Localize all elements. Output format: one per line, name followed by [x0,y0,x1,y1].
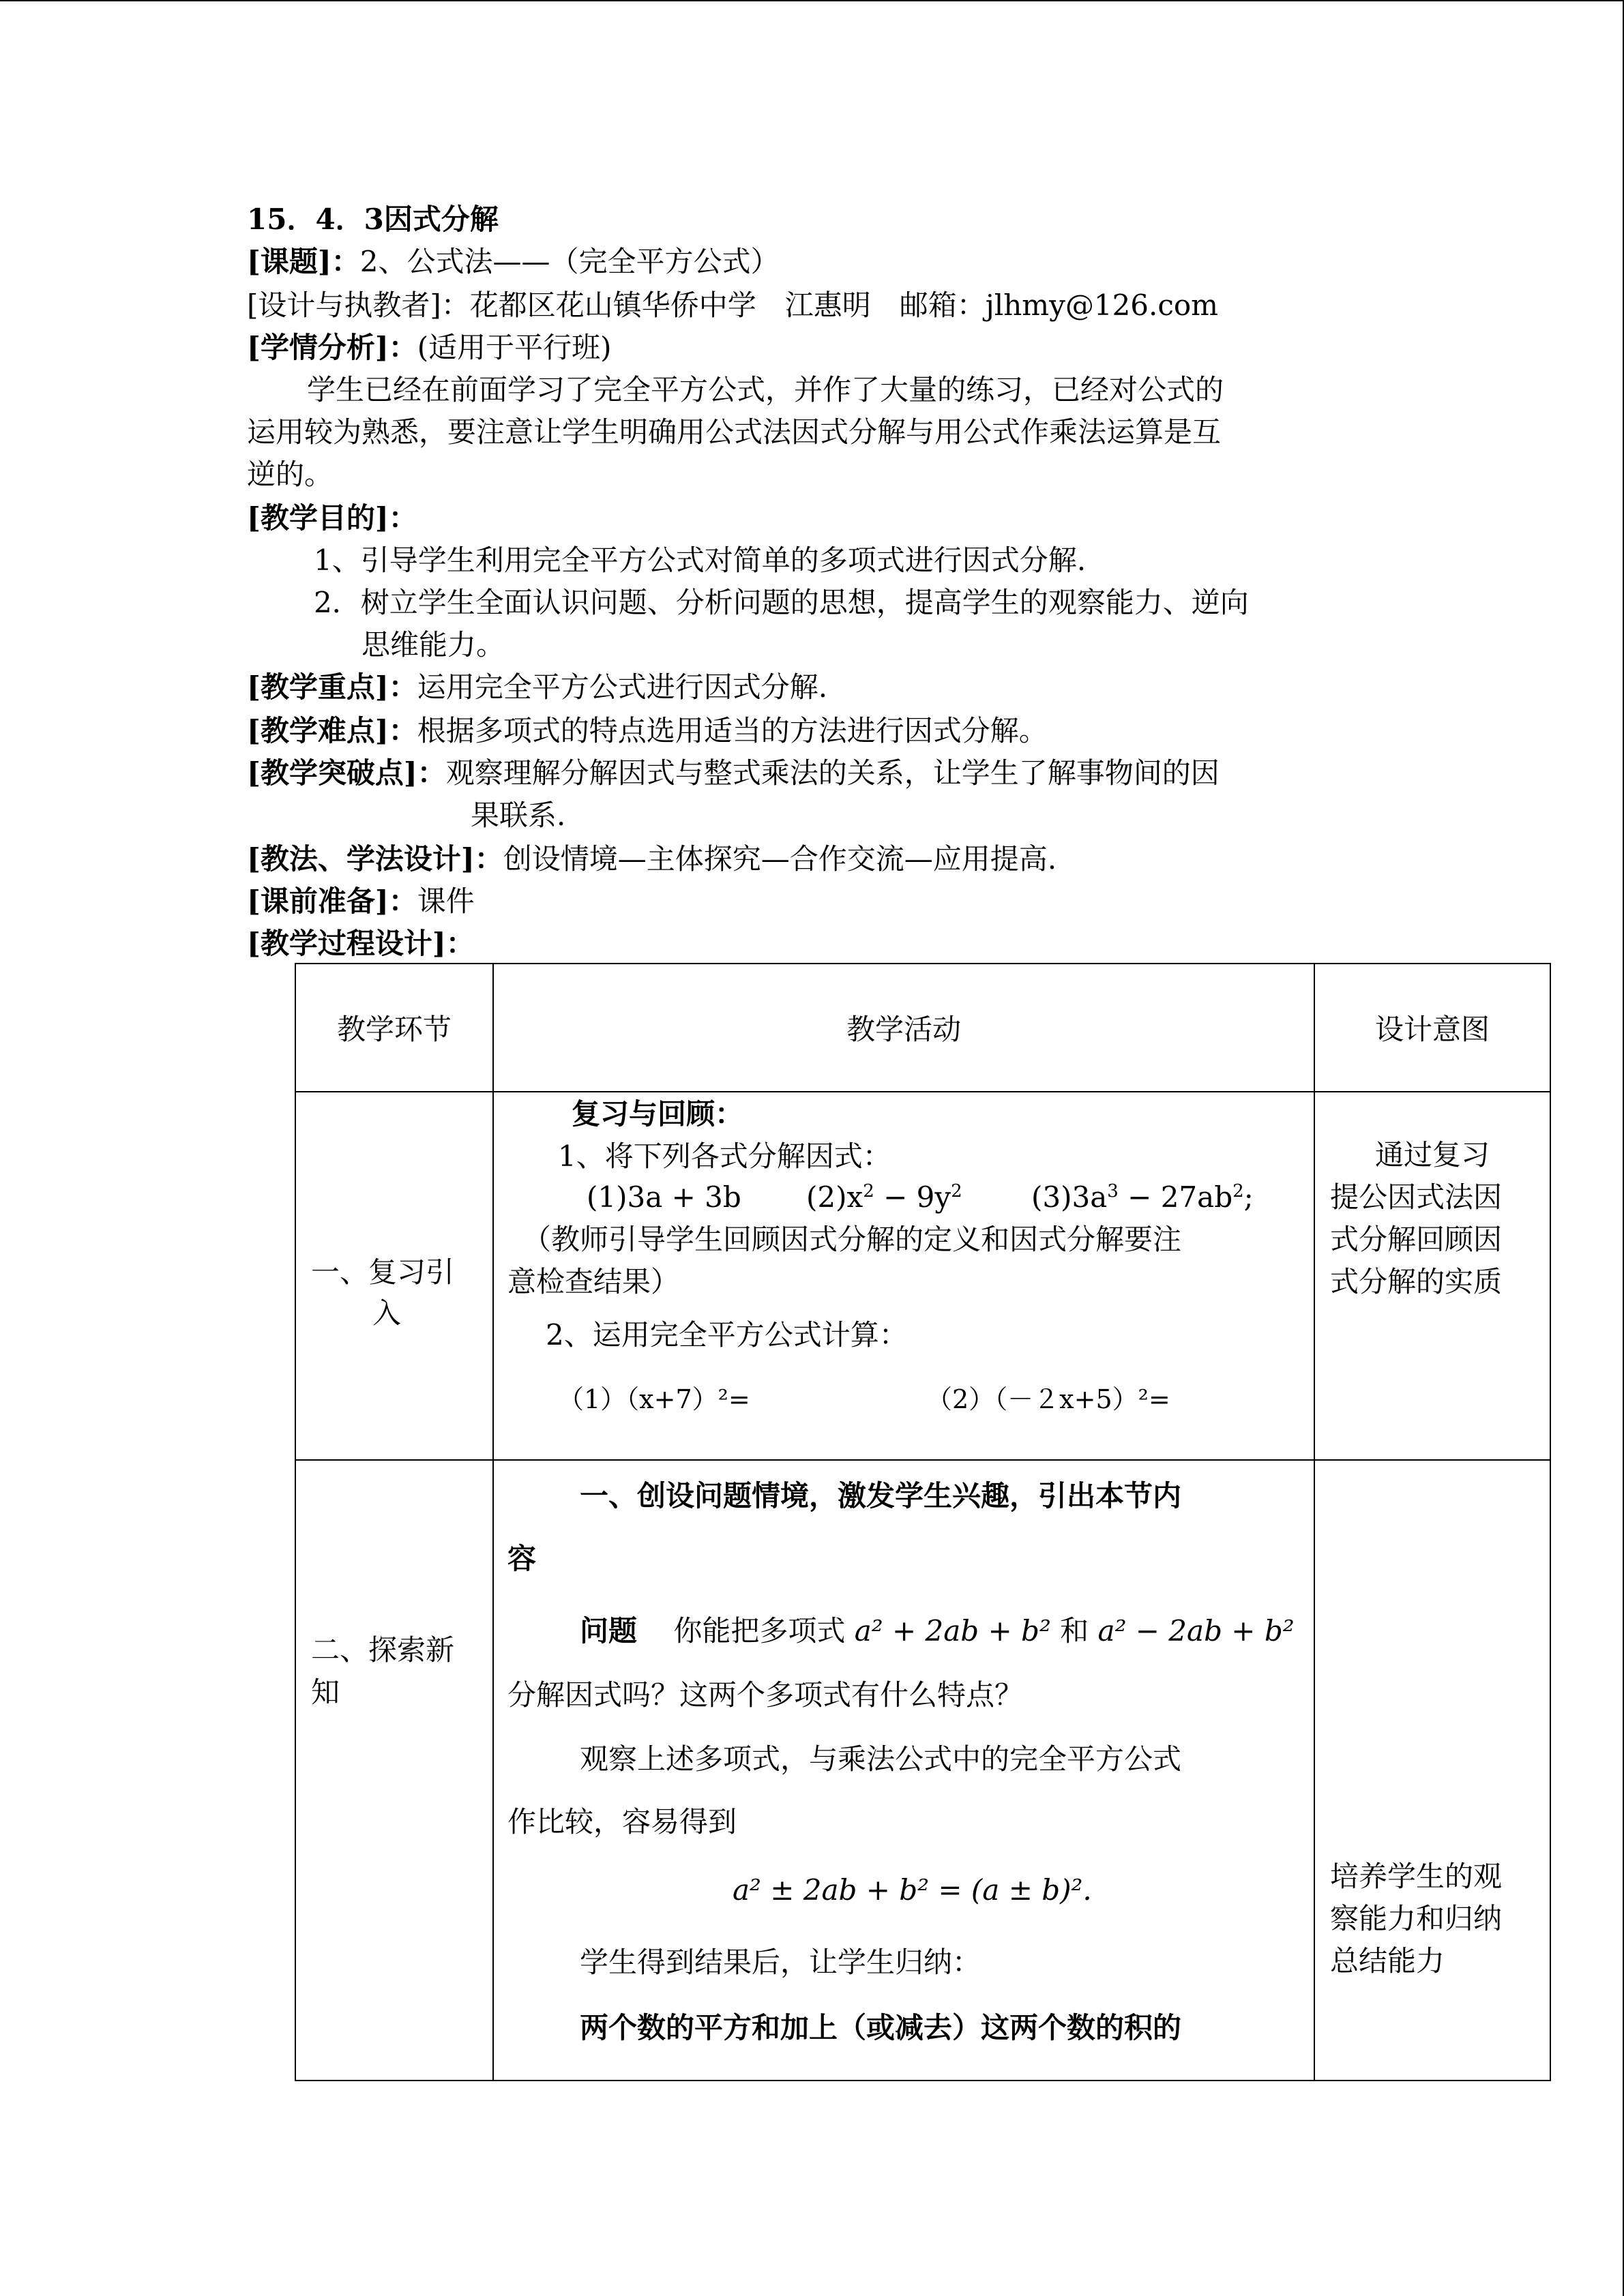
problem-end: 分解因式吗？这两个多项式有什么特点？ [507,1678,1024,1712]
breakthrough-line [247,751,1220,795]
analysis-text-3: 逆的。 [247,458,334,491]
lesson-process-table [295,963,1551,2081]
goal-item-2-cont: 思维能力。 [361,628,505,661]
teacher-note-1: （教师引导学生回顾因式分解的定义和因式分解要注 [522,1223,1182,1256]
formula-sum-square: a² + 2ab + b² [854,1614,1051,1648]
row1-stage-line1: 一、复习引 [311,1255,455,1289]
problem-text: 你能把多项式 [673,1614,846,1648]
designer-value: 花都区花山镇华侨中学 江惠明 邮箱：jlhmy@126.com [469,288,1218,322]
calc-item-1: （1）（x+7）²= [558,1384,750,1414]
problem-and: 和 [1060,1614,1089,1648]
row2-activity-cell [493,1460,1314,2081]
analysis-line [247,326,612,370]
prep-label: [课前准备]： [247,884,417,918]
key-point-line [247,666,827,709]
row1-intent-3: 式分解回顾因 [1330,1223,1503,1256]
row1-intent-2: 提公因式法因 [1330,1180,1503,1214]
problem-label: 问题 [580,1614,638,1648]
designer-line [247,284,1218,327]
problem-line [580,1609,1295,1653]
goal-item-2: 2．树立学生全面认识问题、分析问题的思想，提高学生的观察能力、逆向 [314,586,1249,619]
table-header-row [295,964,1550,1092]
row2-intent-2: 察能力和归纳 [1330,1902,1503,1935]
perfect-square-formula: a² ± 2ab + b² = (a ± b)². [733,1873,1092,1907]
analysis-value: (适用于平行班) [417,331,612,364]
table-row [295,1092,1550,1460]
formula-diff-square: a² − 2ab + b² [1097,1614,1295,1648]
row2-stage-line2: 知 [311,1675,340,1709]
row1-intent-1: 通过复习 [1375,1138,1490,1172]
topic-value: 2、公式法——（完全平方公式） [359,245,780,278]
row1-activity-cell [493,1092,1314,1460]
calc-item-2: （2）（－２x+5）²= [926,1384,1170,1414]
observe-line-1: 观察上述多项式，与乘法公式中的完全平方公式 [580,1742,1182,1776]
breakthrough-label: [教学突破点]： [247,756,446,790]
row2-intent-1: 培养学生的观 [1330,1860,1503,1893]
review-title: 复习与回顾： [572,1097,744,1131]
method-value: 创设情境—主体探究—合作交流—应用提高. [503,842,1057,876]
doc-title: 15．4．3因式分解 [247,203,499,236]
review-expr-1: (1)3a + 3b [587,1180,741,1214]
difficulty-label: [教学难点]： [247,714,417,747]
row2-intent-3: 总结能力 [1330,1944,1445,1978]
prep-value: 课件 [417,884,475,918]
teacher-note-2: 意检查结果） [507,1265,680,1298]
review-question-1: 1、将下列各式分解因式： [558,1139,891,1173]
goal-item-1: 1、引导学生利用完全平方公式对简单的多项式进行因式分解. [314,543,1087,577]
section-heading-2: 容 [507,1542,537,1575]
difficulty-value: 根据多项式的特点选用适当的方法进行因式分解。 [417,714,1048,747]
key-point-label: [教学重点]： [247,670,417,704]
row1-stage-line2: 入 [372,1296,402,1330]
review-expr-2: $(2)x^2 - 9y^2$ [806,1180,962,1214]
method-label: [教法、学法设计]： [247,842,503,876]
row1-intent-4: 式分解的实质 [1330,1265,1503,1298]
observe-line-2: 作比较，容易得到 [507,1805,737,1838]
analysis-text-2: 运用较为熟悉，要注意让学生明确用公式法因式分解与用公式作乘法运算是互 [247,415,1222,449]
section-heading-1: 一、创设问题情境，激发学生兴趣，引出本节内 [580,1479,1182,1512]
row1-stage-cell [295,1092,493,1460]
process-label: [教学过程设计]： [247,927,475,960]
review-question-2: 2、运用完全平方公式计算： [546,1318,908,1352]
table-row [295,1460,1550,2081]
breakthrough-value: 观察理解分解因式与整式乘法的关系，让学生了解事物间的因 [445,756,1220,790]
analysis-text-1: 学生已经在前面学习了完全平方公式，并作了大量的练习，已经对公式的 [307,373,1224,406]
prep-line [247,880,475,923]
designer-label: [设计与执教者]： [247,288,470,322]
breakthrough-cont: 果联系. [471,799,566,832]
header-activity: 教学活动 [493,964,1314,1092]
header-intent: 设计意图 [1314,964,1550,1092]
summary-line: 学生得到结果后，让学生归纳： [580,1945,981,1979]
row2-stage-cell [295,1460,493,2081]
key-point-value: 运用完全平方公式进行因式分解. [417,670,828,704]
topic-label: [课题]： [247,245,360,278]
rule-line: 两个数的平方和加上（或减去）这两个数的积的 [580,2011,1182,2044]
method-line [247,837,1057,881]
row2-stage-line1: 二、探索新 [311,1633,455,1667]
topic-line [247,240,779,284]
row2-intent-cell [1314,1460,1550,2081]
difficulty-line [247,709,1048,753]
goals-label: [教学目的]： [247,501,417,535]
analysis-label: [学情分析]： [247,331,417,364]
header-stage: 教学环节 [295,964,493,1092]
review-expr-3: $(3)3a^3 - 27ab^2$; [1031,1180,1254,1214]
row1-intent-cell [1314,1092,1550,1460]
